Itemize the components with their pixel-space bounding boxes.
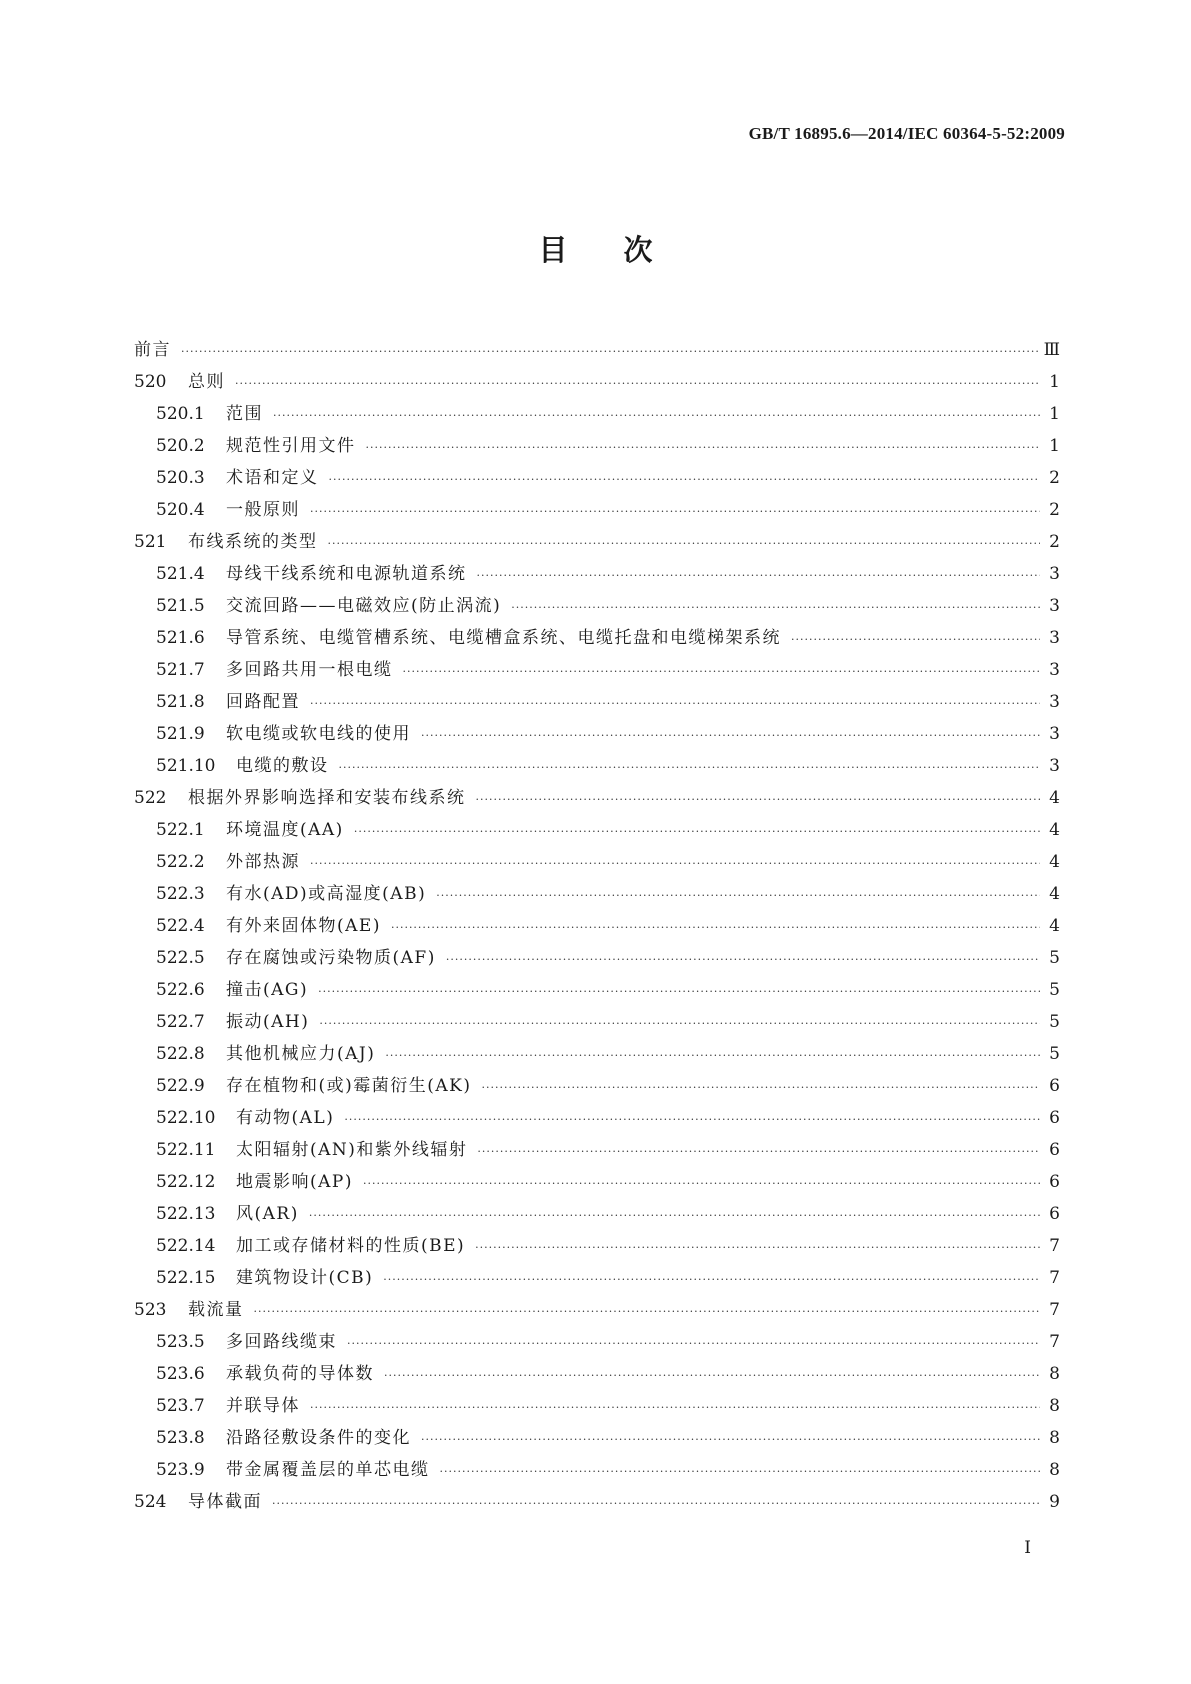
toc-entry[interactable] [134, 398, 1060, 430]
toc-entry-page: 3 [1049, 692, 1060, 712]
toc-entry[interactable] [134, 1198, 1060, 1230]
toc-leader-dots [482, 1072, 1040, 1104]
toc-entry[interactable] [134, 782, 1060, 814]
toc-leader-dots [273, 400, 1040, 432]
toc-entry-page: 6 [1049, 1204, 1060, 1224]
toc-entry-label: 布线系统的类型 [188, 532, 318, 552]
toc-entry[interactable] [134, 1262, 1060, 1294]
toc-entry-number: 522.8 [156, 1044, 205, 1064]
toc-leader-dots [310, 496, 1040, 528]
toc-entry-page: 6 [1049, 1108, 1060, 1128]
toc-entry-page: 5 [1049, 980, 1060, 1000]
toc-entry-number: 520.3 [156, 468, 205, 488]
toc-entry-number: 522.10 [156, 1108, 216, 1128]
toc-entry-number: 521 [134, 532, 167, 552]
toc-entry-number: 522.3 [156, 884, 205, 904]
toc-entry-page: 2 [1049, 500, 1060, 520]
toc-entry-number: 521.6 [156, 628, 205, 648]
toc-entry-number: 522.7 [156, 1012, 205, 1032]
toc-leader-dots [328, 528, 1041, 560]
toc-leader-dots [403, 656, 1041, 688]
toc-leader-dots [391, 912, 1040, 944]
toc-entry-page: 1 [1049, 404, 1060, 424]
toc-leader-dots [385, 1040, 1040, 1072]
toc-entry-number: 523.9 [156, 1460, 205, 1480]
toc-entry-number: 523.8 [156, 1428, 205, 1448]
standard-id: GB/T 16895.6—2014/IEC 60364-5-52:2009 [748, 124, 1065, 143]
toc-entry-page: 6 [1049, 1140, 1060, 1160]
toc-entry-label: 导管系统、电缆管槽系统、电缆槽盒系统、电缆托盘和电缆梯架系统 [226, 628, 781, 648]
toc-entry-page: 4 [1049, 820, 1060, 840]
toc-entry[interactable] [134, 1102, 1060, 1134]
toc-entry-page: 7 [1049, 1236, 1060, 1256]
toc-entry-number: 522.2 [156, 852, 205, 872]
toc-entry-number: 523.6 [156, 1364, 205, 1384]
toc-leader-dots [235, 368, 1040, 400]
toc-entry-label: 总则 [188, 372, 225, 392]
toc-leader-dots [272, 1488, 1040, 1520]
toc-entry-number: 523.7 [156, 1396, 205, 1416]
toc-entry-page: 8 [1049, 1460, 1060, 1480]
toc-entry-label: 有水(AD)或高湿度(AB) [226, 884, 427, 904]
toc-entry-number: 523.5 [156, 1332, 205, 1352]
toc-entry-number: 522.9 [156, 1076, 205, 1096]
toc-entry-label: 多回路线缆束 [226, 1332, 337, 1352]
toc-entry-page: 8 [1049, 1428, 1060, 1448]
toc-leader-dots [436, 880, 1040, 912]
toc-leader-dots [476, 784, 1041, 816]
toc-leader-dots [477, 560, 1041, 592]
toc-entry[interactable] [134, 1390, 1060, 1422]
toc-leader-dots [339, 752, 1041, 784]
toc-entry-page: 4 [1049, 916, 1060, 936]
toc-entry[interactable] [134, 1166, 1060, 1198]
toc-entry-label: 建筑物设计(CB) [236, 1268, 374, 1288]
table-of-contents [134, 334, 1060, 1518]
toc-entry[interactable] [134, 366, 1060, 398]
toc-entry-page: 5 [1049, 1044, 1060, 1064]
toc-entry-label: 软电缆或软电线的使用 [226, 724, 411, 744]
toc-entry-number: 523 [134, 1300, 167, 1320]
toc-leader-dots [344, 1104, 1040, 1136]
toc-entry-page: Ⅲ [1043, 340, 1060, 360]
toc-entry[interactable] [134, 1134, 1060, 1166]
toc-entry-label: 沿路径敷设条件的变化 [226, 1428, 411, 1448]
toc-leader-dots [421, 720, 1040, 752]
toc-leader-dots [354, 816, 1040, 848]
toc-entry-number: 522 [134, 788, 167, 808]
toc-leader-dots [329, 464, 1041, 496]
toc-entry-page: 3 [1049, 564, 1060, 584]
toc-leader-dots [383, 1264, 1040, 1296]
toc-entry-label: 带金属覆盖层的单芯电缆 [226, 1460, 430, 1480]
toc-entry[interactable] [134, 1358, 1060, 1390]
toc-entry[interactable] [134, 942, 1060, 974]
page-number: I [1024, 1538, 1031, 1558]
toc-entry-page: 3 [1049, 628, 1060, 648]
toc-entry-number: 521.4 [156, 564, 205, 584]
toc-entry[interactable] [134, 1038, 1060, 1070]
toc-entry-page: 6 [1049, 1076, 1060, 1096]
toc-entry[interactable] [134, 846, 1060, 878]
toc-leader-dots [421, 1424, 1040, 1456]
toc-entry[interactable] [134, 1230, 1060, 1262]
toc-entry-label: 范围 [226, 404, 263, 424]
toc-entry-page: 6 [1049, 1172, 1060, 1192]
toc-entry-label: 地震影响(AP) [236, 1172, 353, 1192]
toc-entry-label: 太阳辐射(AN)和紫外线辐射 [236, 1140, 468, 1160]
toc-entry-number: 522.14 [156, 1236, 216, 1256]
toc-entry[interactable] [134, 750, 1060, 782]
toc-entry-number: 520.4 [156, 500, 205, 520]
toc-entry-page: 2 [1049, 532, 1060, 552]
toc-entry-page: 7 [1049, 1268, 1060, 1288]
toc-entry[interactable] [134, 1326, 1060, 1358]
toc-entry-label: 根据外界影响选择和安装布线系统 [188, 788, 466, 808]
toc-entry[interactable] [134, 1486, 1060, 1518]
toc-entry[interactable] [134, 1006, 1060, 1038]
toc-entry-label: 有动物(AL) [236, 1108, 335, 1128]
toc-entry[interactable] [134, 334, 1060, 366]
toc-entry-label: 一般原则 [226, 500, 300, 520]
toc-entry-label: 术语和定义 [226, 468, 319, 488]
toc-entry-number: 522.1 [156, 820, 205, 840]
toc-entry-number: 522.12 [156, 1172, 216, 1192]
toc-entry-label: 环境温度(AA) [226, 820, 344, 840]
toc-entry[interactable] [134, 526, 1060, 558]
toc-entry-page: 3 [1049, 724, 1060, 744]
toc-entry-label: 有外来固体物(AE) [226, 916, 381, 936]
toc-leader-dots [181, 336, 1038, 368]
toc-entry-label: 其他机械应力(AJ) [226, 1044, 376, 1064]
toc-entry-label: 加工或存储材料的性质(BE) [236, 1236, 466, 1256]
toc-entry[interactable] [134, 622, 1060, 654]
toc-entry[interactable] [134, 718, 1060, 750]
toc-entry-number: 521.9 [156, 724, 205, 744]
toc-entry-page: 4 [1049, 788, 1060, 808]
toc-leader-dots [309, 1200, 1040, 1232]
toc-entry-number: 522.15 [156, 1268, 216, 1288]
toc-entry-label: 载流量 [188, 1300, 244, 1320]
toc-entry-number: 522.13 [156, 1204, 216, 1224]
toc-leader-dots [310, 848, 1040, 880]
toc-entry-page: 3 [1049, 756, 1060, 776]
toc-entry-label: 多回路共用一根电缆 [226, 660, 393, 680]
page-title: 目次 [538, 233, 709, 267]
toc-entry-label: 存在腐蚀或污染物质(AF) [226, 948, 436, 968]
toc-entry-page: 5 [1049, 948, 1060, 968]
toc-entry-label: 并联导体 [226, 1396, 300, 1416]
toc-entry[interactable] [134, 910, 1060, 942]
toc-entry-number: 522.11 [156, 1140, 216, 1160]
toc-entry-number: 520.2 [156, 436, 205, 456]
toc-entry-number: 524 [134, 1492, 167, 1512]
toc-entry-number: 522.6 [156, 980, 205, 1000]
toc-leader-dots [791, 624, 1040, 656]
toc-leader-dots [475, 1232, 1040, 1264]
toc-entry-number: 521.10 [156, 756, 216, 776]
toc-entry-page: 1 [1049, 436, 1060, 456]
toc-leader-dots [384, 1360, 1040, 1392]
toc-entry-label: 规范性引用文件 [226, 436, 356, 456]
toc-entry-label: 前言 [134, 340, 171, 360]
toc-entry-page: 3 [1049, 596, 1060, 616]
toc-leader-dots [310, 1392, 1040, 1424]
toc-entry[interactable] [134, 1070, 1060, 1102]
toc-entry-page: 5 [1049, 1012, 1060, 1032]
toc-entry-label: 回路配置 [226, 692, 300, 712]
toc-leader-dots [366, 432, 1041, 464]
toc-entry-page: 2 [1049, 468, 1060, 488]
toc-entry[interactable] [134, 558, 1060, 590]
toc-entry[interactable] [134, 878, 1060, 910]
toc-entry[interactable] [134, 974, 1060, 1006]
toc-entry-label: 振动(AH) [226, 1012, 310, 1032]
toc-entry-label: 存在植物和(或)霉菌衍生(AK) [226, 1076, 472, 1096]
toc-entry[interactable] [134, 430, 1060, 462]
toc-entry-page: 4 [1049, 852, 1060, 872]
toc-entry-label: 承载负荷的导体数 [226, 1364, 374, 1384]
toc-entry-page: 9 [1049, 1492, 1060, 1512]
toc-leader-dots [310, 688, 1040, 720]
toc-entry-label: 电缆的敷设 [236, 756, 329, 776]
toc-entry-label: 外部热源 [226, 852, 300, 872]
toc-entry[interactable] [134, 462, 1060, 494]
toc-entry-label: 交流回路——电磁效应(防止涡流) [226, 596, 502, 616]
toc-leader-dots [477, 1136, 1040, 1168]
toc-entry[interactable] [134, 814, 1060, 846]
toc-entry-number: 521.8 [156, 692, 205, 712]
toc-leader-dots [347, 1328, 1040, 1360]
toc-entry[interactable] [134, 1454, 1060, 1486]
toc-entry[interactable] [134, 686, 1060, 718]
toc-entry-number: 520.1 [156, 404, 205, 424]
toc-entry-page: 4 [1049, 884, 1060, 904]
toc-entry[interactable] [134, 494, 1060, 526]
toc-entry[interactable] [134, 590, 1060, 622]
toc-leader-dots [319, 1008, 1040, 1040]
toc-entry-number: 521.5 [156, 596, 205, 616]
toc-leader-dots [446, 944, 1040, 976]
toc-entry-number: 522.4 [156, 916, 205, 936]
toc-entry-number: 522.5 [156, 948, 205, 968]
toc-leader-dots [440, 1456, 1041, 1488]
toc-entry-label: 风(AR) [236, 1204, 299, 1224]
toc-leader-dots [318, 976, 1040, 1008]
toc-entry[interactable] [134, 1422, 1060, 1454]
toc-entry-page: 3 [1049, 660, 1060, 680]
toc-entry-page: 7 [1049, 1332, 1060, 1352]
toc-entry-number: 521.7 [156, 660, 205, 680]
toc-leader-dots [363, 1168, 1040, 1200]
toc-entry-page: 8 [1049, 1364, 1060, 1384]
toc-entry-label: 母线干线系统和电源轨道系统 [226, 564, 467, 584]
toc-entry-page: 8 [1049, 1396, 1060, 1416]
toc-entry-label: 导体截面 [188, 1492, 262, 1512]
toc-leader-dots [254, 1296, 1041, 1328]
toc-entry-page: 1 [1049, 372, 1060, 392]
toc-entry-label: 撞击(AG) [226, 980, 309, 1000]
toc-entry[interactable] [134, 654, 1060, 686]
toc-entry[interactable] [134, 1294, 1060, 1326]
toc-entry-number: 520 [134, 372, 167, 392]
toc-leader-dots [511, 592, 1040, 624]
toc-entry-page: 7 [1049, 1300, 1060, 1320]
